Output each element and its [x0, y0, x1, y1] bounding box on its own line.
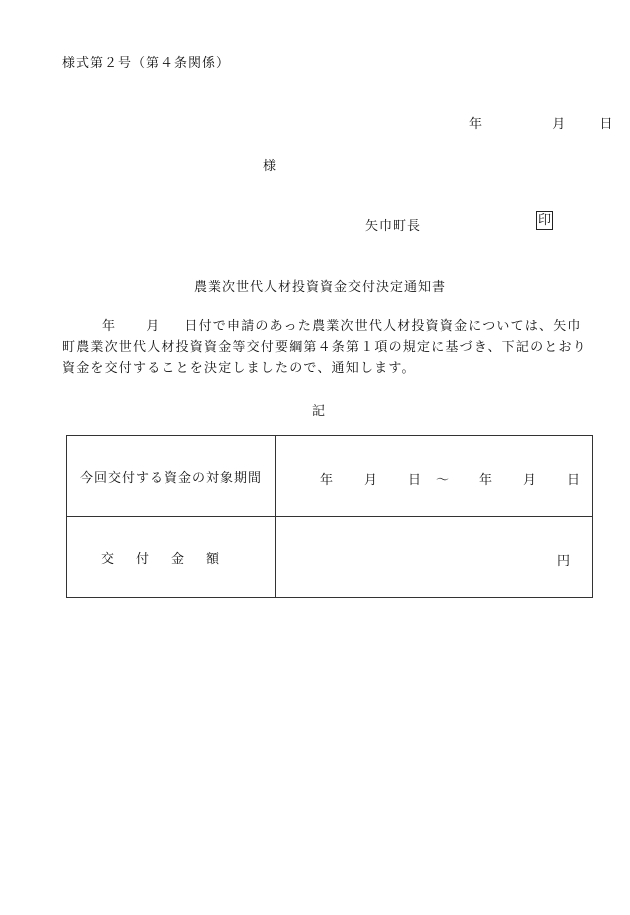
body-text	[62, 316, 592, 379]
period-end-month: 月	[523, 473, 537, 488]
period-label: 今回交付する資金の対象期間	[67, 436, 276, 517]
date-year-label: 年	[469, 117, 483, 132]
amount-unit: 円	[556, 554, 570, 569]
date-day-label: 日	[599, 117, 613, 132]
seal-mark: 印	[538, 213, 552, 228]
period-start-month: 月	[364, 473, 378, 488]
amount-value	[276, 517, 593, 598]
period-tilde: ～	[436, 473, 450, 488]
body-line-1	[62, 316, 592, 337]
period-value	[276, 436, 593, 517]
body-line-1-rest: 日付で申請のあった農業次世代人材投資資金については、矢巾	[184, 319, 582, 334]
period-end-year: 年	[479, 473, 493, 488]
issuer-title: 矢巾町長	[365, 219, 422, 234]
date-month-label: 月	[552, 117, 566, 132]
amount-label	[67, 517, 276, 598]
form-number: 様式第２号（第４条関係）	[62, 56, 231, 71]
body-line-2: 町農業次世代人材投資資金等交付要綱第４条第１項の規定に基づき、下記のとおり	[62, 340, 587, 355]
detail-table	[66, 435, 593, 598]
issue-date	[469, 113, 612, 132]
amount-label-text: 交付金額	[100, 551, 241, 567]
addressee-suffix: 様	[263, 159, 277, 174]
period-end-day: 日	[567, 473, 581, 488]
period-start-day: 日	[408, 473, 422, 488]
period-start-year: 年	[320, 473, 334, 488]
body-line-3: 資金を交付することを決定しましたので、通知します。	[62, 361, 416, 376]
body-month-label: 月	[146, 319, 161, 334]
table-row	[67, 436, 593, 517]
body-year-label: 年	[102, 319, 117, 334]
table-row	[67, 517, 593, 598]
ki-heading: 記	[312, 404, 326, 419]
document-title: 農業次世代人材投資資金交付決定通知書	[194, 280, 447, 295]
